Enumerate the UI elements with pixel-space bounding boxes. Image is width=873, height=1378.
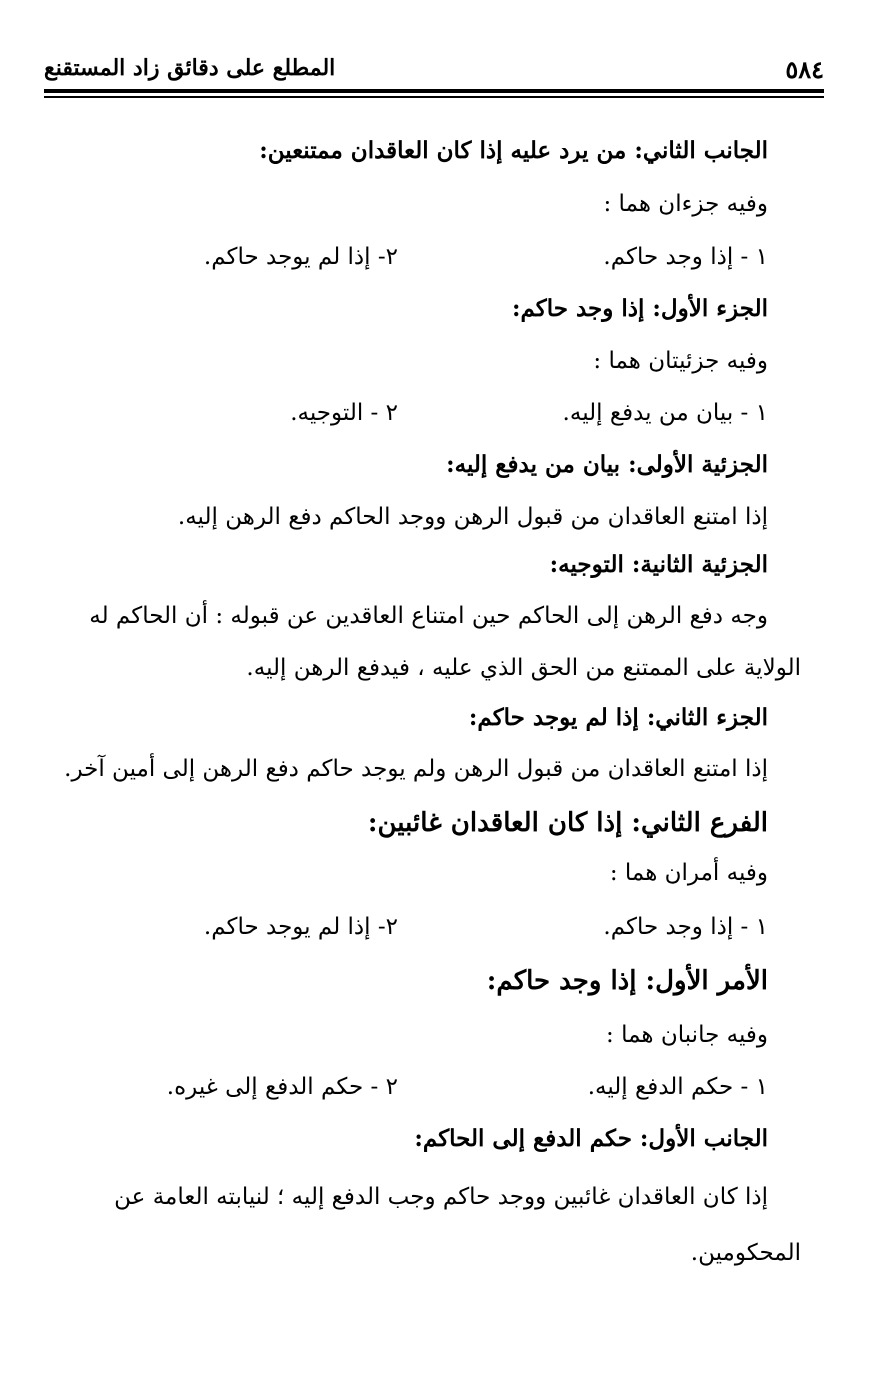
subheading: الجانب الأول: حكم الدفع إلى الحاكم: [414,1125,768,1152]
body-text: الولاية على الممتنع من الحق الذي عليه ، فيدفع الرهن إليه. [246,655,801,681]
subheading: الجزئية الأولى: بيان من يدفع إليه: [446,451,768,478]
header-rule-thick [44,89,824,93]
list-item: ١ - حكم الدفع إليه. [587,1074,768,1100]
page-number: ٥٨٤ [785,55,824,84]
intro-line: وفيه جانبان هما : [606,1022,768,1048]
intro-line: وفيه جزءان هما : [603,191,768,217]
subheading: الجزء الثاني: إذا لم يوجد حاكم: [468,704,768,731]
intro-line: وفيه أمران هما : [609,860,768,886]
subheading: الجزئية الثانية: التوجيه: [549,551,768,578]
list-item: ١ - إذا وجد حاكم. [603,244,768,270]
intro-line: وفيه جزئيتان هما : [593,348,768,374]
body-text: إذا امتنع العاقدان من قبول الرهن ووجد الحاكم دفع الرهن إليه. [177,504,768,530]
section-heading: الجانب الثاني: من يرد عليه إذا كان العاقدان ممتنعين: [259,137,768,164]
body-text: المحكومين. [690,1240,801,1266]
running-title: المطلع على دقائق زاد المستقنع [44,55,336,81]
page-header [44,55,824,85]
section-heading: الفرع الثاني: إذا كان العاقدان غائبين: [367,808,768,838]
header-rule-thin [44,96,824,98]
body-text: إذا امتنع العاقدان من قبول الرهن ولم يوجد حاكم دفع الرهن إلى أمين آخر. [64,756,768,782]
list-item: ٢- إذا لم يوجد حاكم. [203,914,398,940]
section-heading: الأمر الأول: إذا وجد حاكم: [486,966,768,996]
subheading: الجزء الأول: إذا وجد حاكم: [512,295,768,322]
list-item: ٢ - حكم الدفع إلى غيره. [166,1074,398,1100]
body-text: وجه دفع الرهن إلى الحاكم حين امتناع العاقدين عن قبوله : أن الحاكم له [89,603,768,629]
body-text: إذا كان العاقدان غائبين ووجد حاكم وجب الدفع إليه ؛ لنيابته العامة عن [114,1184,768,1210]
list-item: ٢- إذا لم يوجد حاكم. [203,244,398,270]
list-item: ١ - إذا وجد حاكم. [603,914,768,940]
list-item: ٢ - التوجيه. [290,400,398,426]
list-item: ١ - بيان من يدفع إليه. [562,400,768,426]
